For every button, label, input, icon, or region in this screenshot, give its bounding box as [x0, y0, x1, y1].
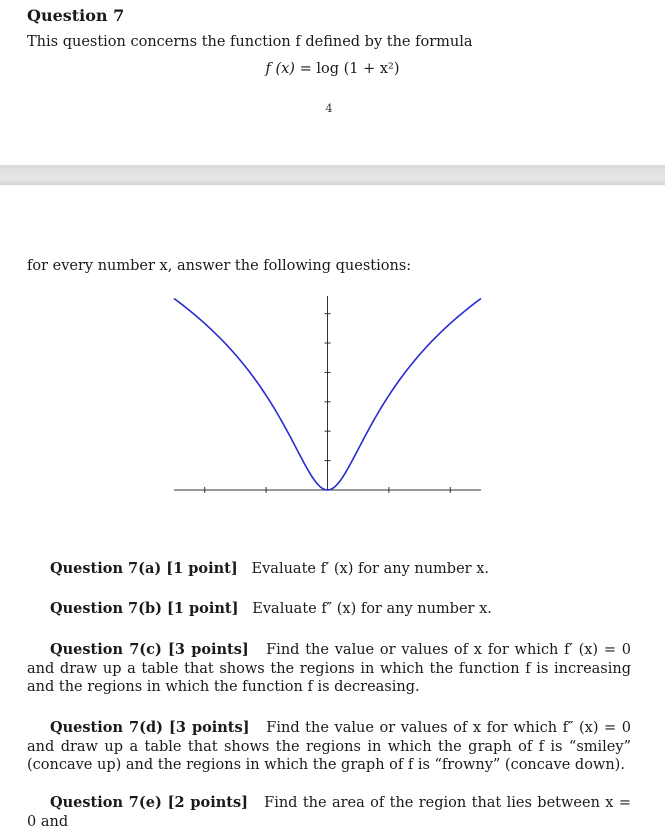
- question-7c-text: Find the value or values of x for which f′ (x) = 0 and draw up a table that shows the regions in which the function f is increasing and the regions in which the function f is decreasing.: [27, 642, 632, 695]
- question-7d-text: Find the value or values of x for which f″ (x) = 0 and draw up a table that shows the regions in which the graph of f is “smiley” (concave up) and the regions in which the graph of f is “frowny” (concave down).: [27, 720, 632, 773]
- page-separator: [0, 165, 665, 185]
- question-7a-text: Evaluate f′ (x) for any number x.: [251, 561, 489, 577]
- formula: [0, 61, 665, 77]
- question-7e-cutoff: [27, 794, 657, 830]
- question-7a: [27, 560, 631, 579]
- question-7a-label: Question 7(a) [1 point]: [50, 560, 238, 577]
- intro-text: This question concerns the function f defined by the formula: [27, 34, 473, 50]
- question-7b-text: Evaluate f″ (x) for any number x.: [252, 601, 492, 617]
- question-7e-text: Find the area of the region that lies between x = 0 and: [27, 795, 631, 830]
- question-7c: [27, 641, 631, 697]
- formula-rhs: log (1 + x²): [316, 61, 400, 77]
- question-7b: [27, 600, 631, 619]
- question-7c-label: Question 7(c) [3 points]: [50, 641, 249, 658]
- formula-lhs: f (x) =: [265, 61, 317, 77]
- question-title: Question 7: [27, 6, 125, 25]
- question-7d: [27, 719, 631, 775]
- for-every-text: for every number x, answer the following questions:: [27, 258, 412, 274]
- question-7d-label: Question 7(d) [3 points]: [50, 719, 250, 736]
- page-number: 4: [325, 102, 333, 115]
- question-7e: [27, 794, 631, 831]
- question-7e-label: Question 7(e) [2 points]: [50, 794, 248, 811]
- question-7b-label: Question 7(b) [1 point]: [50, 600, 239, 617]
- function-graph: [170, 292, 485, 504]
